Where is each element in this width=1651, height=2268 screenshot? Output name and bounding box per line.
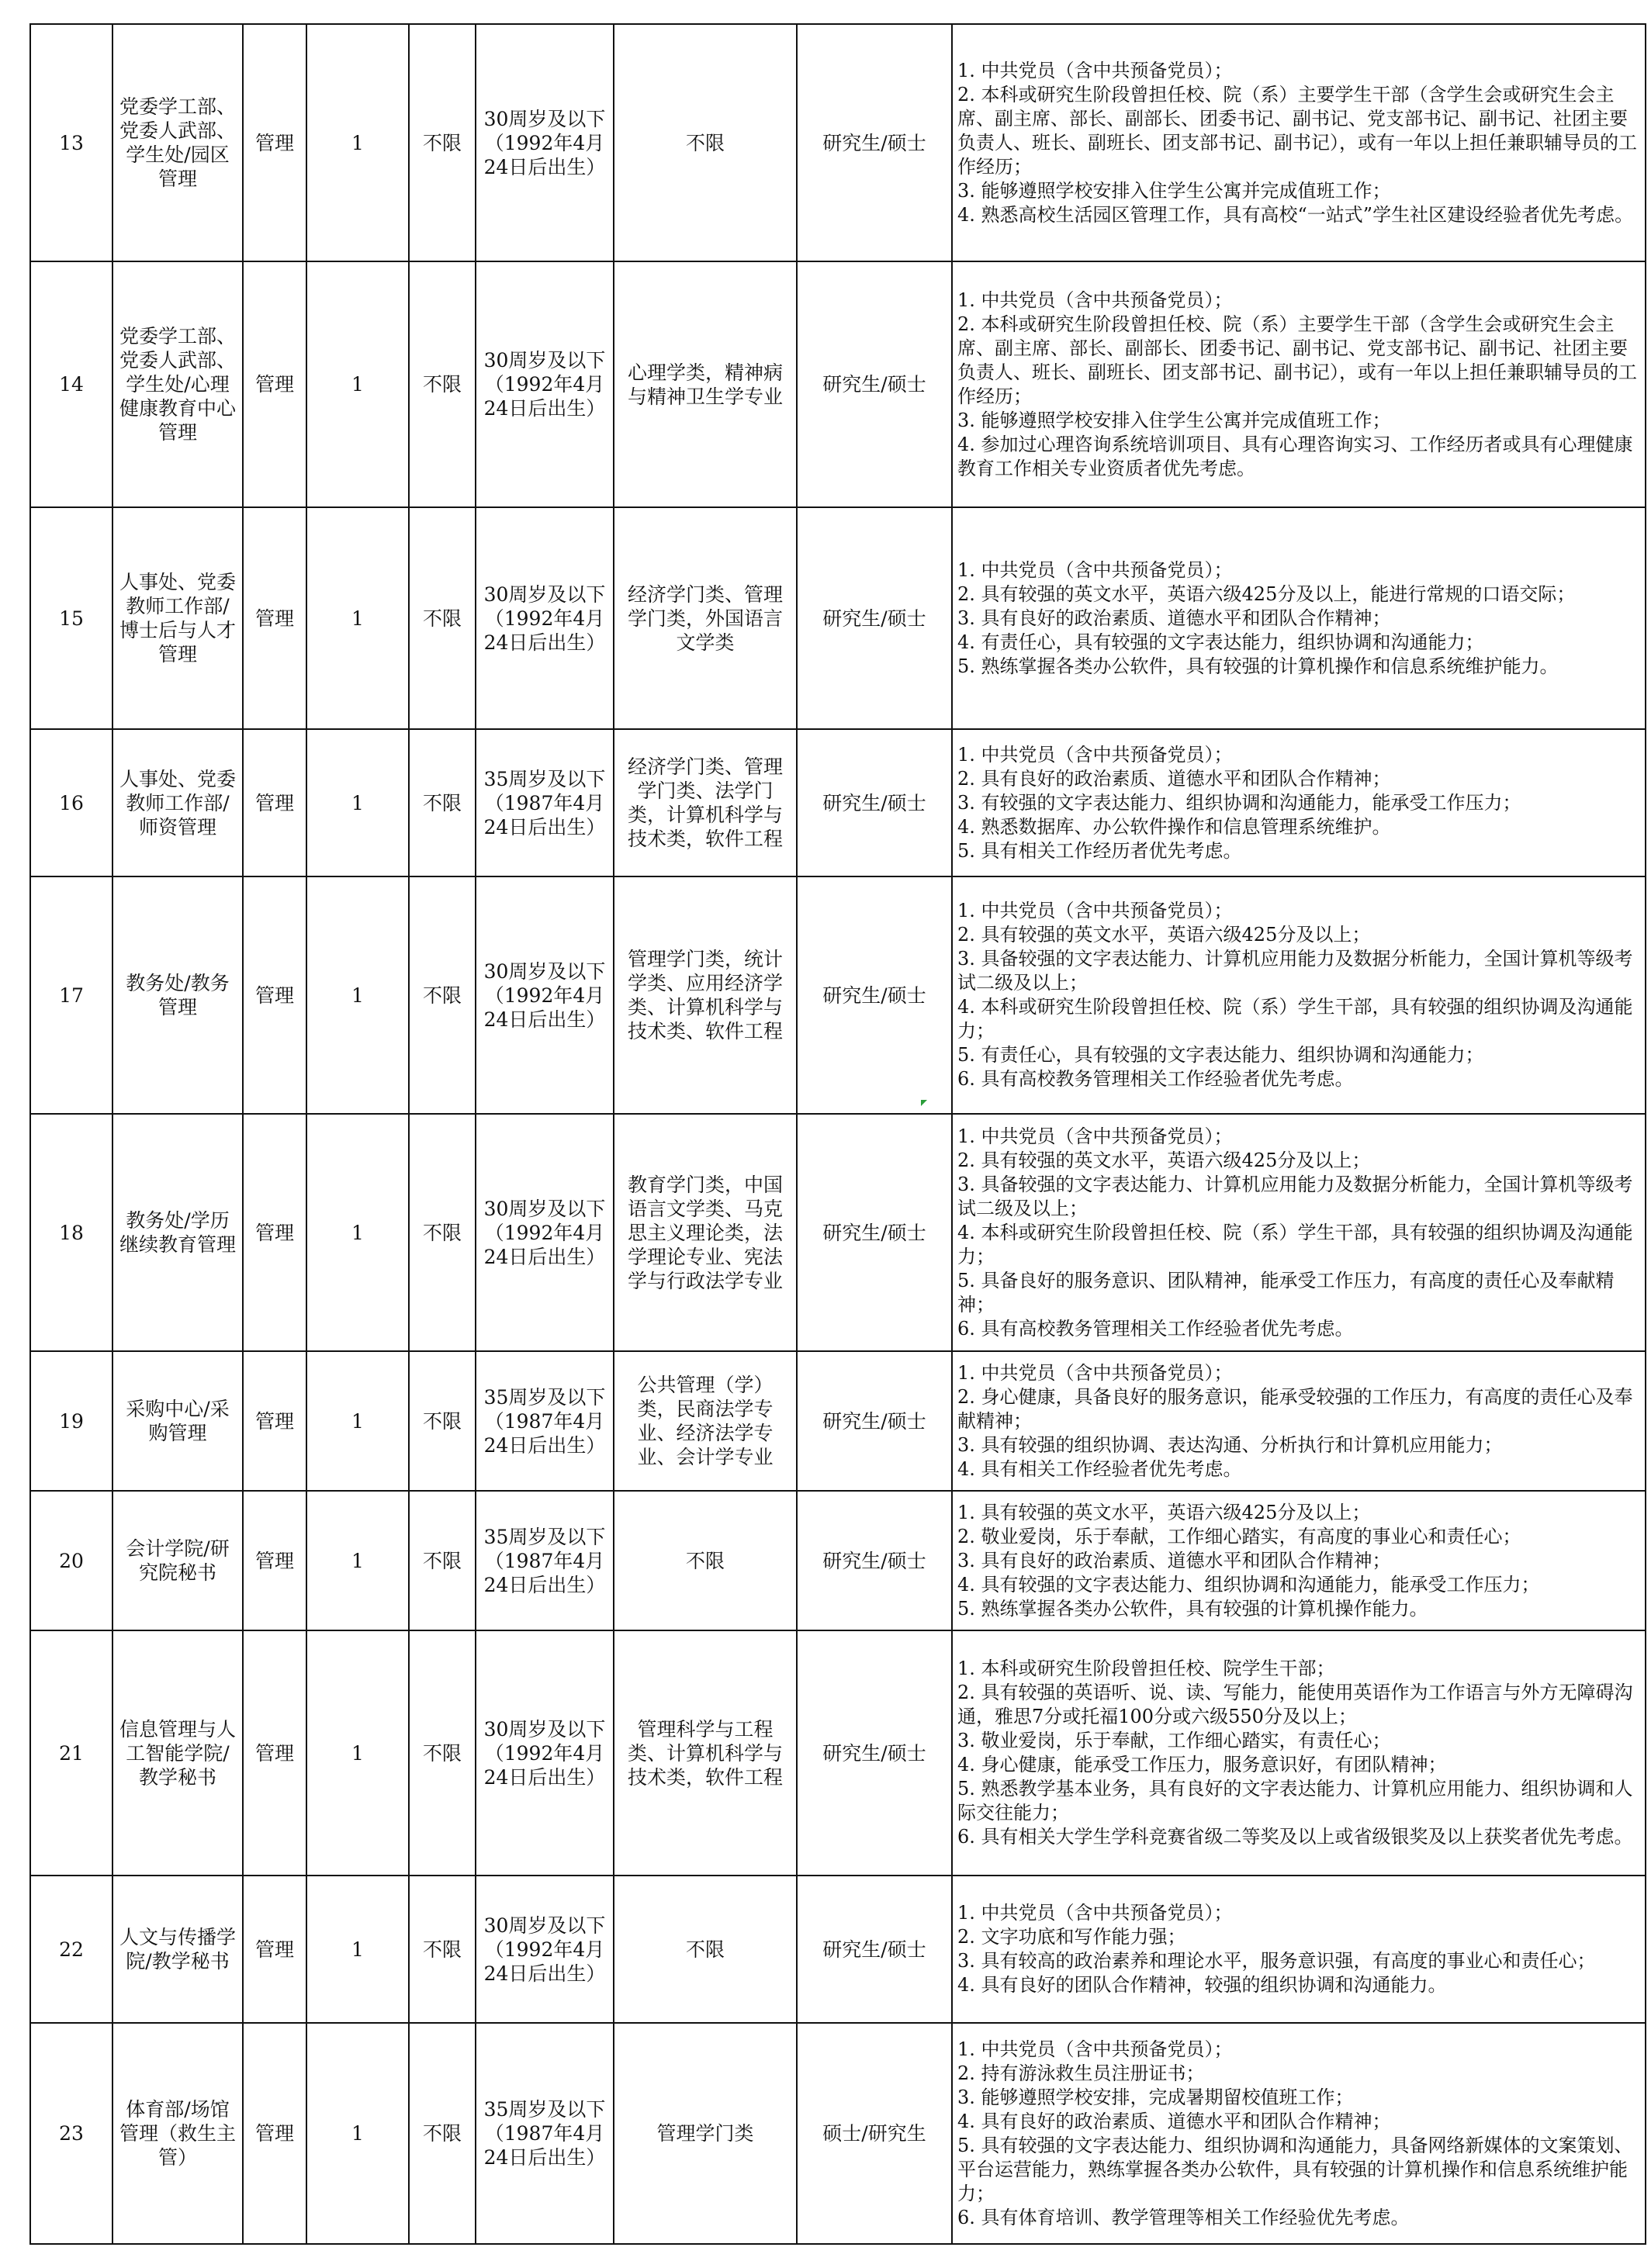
requirement-item: 1. 中共党员（含中共预备党员）； [957,2038,1233,2060]
requirement-item: 3. 能够遵照学校安排入住学生公寓并完成值班工作； [957,409,1391,431]
requirement-item: 5. 具有较强的文字表达能力、组织协调和沟通能力，具备网络新媒体的文案策划、平台运营能力，熟练掌握各类办公软件，具有较强的计算机操作和信息系统维护能力； [957,2134,1633,2204]
cell-no: 13 [30,24,112,261]
cell-degree: 研究生/硕士 [797,261,952,507]
requirement-item: 2. 具有较强的英文水平，英语六级425分及以上，能进行常规的口语交际； [957,583,1576,605]
cell-degree: 研究生/硕士 [797,876,952,1114]
requirement-item: 6. 具有高校教务管理相关工作经验者优先考虑。 [957,1317,1354,1340]
cell-degree: 研究生/硕士 [797,1114,952,1351]
requirement-item: 4. 熟悉数据库、办公软件操作和信息管理系统维护。 [957,815,1391,838]
requirement-item: 2. 具有较强的英语听、说、读、写能力，能使用英语作为工作语言与外方无障碍沟通，雅思7分或托福100分或六级550分及以上； [957,1682,1633,1727]
cell-no: 19 [30,1351,112,1491]
requirement-item: 3. 具有较高的政治素养和理论水平，服务意识强，有高度的事业心和责任心； [957,1950,1596,1972]
cell-degree: 研究生/硕士 [797,1491,952,1630]
cell-age: 30周岁及以下（1992年4月24日后出生） [476,1876,614,2023]
cell-requirements [952,1876,1646,2023]
cell-age: 30周岁及以下（1992年4月24日后出生） [476,1630,614,1876]
requirement-item: 1. 中共党员（含中共预备党员）； [957,59,1233,81]
cell-age: 30周岁及以下（1992年4月24日后出生） [476,876,614,1114]
cell-type: 管理 [243,507,306,729]
cell-age: 35周岁及以下（1987年4月24日后出生） [476,1491,614,1630]
requirement-item: 5. 具备良好的服务意识、团队精神，能承受工作压力，有高度的责任心及奉献精神； [957,1269,1615,1316]
requirement-item: 6. 具有相关大学生学科竞赛省级二等奖及以上或省级银奖及以上获奖者优先考虑。 [957,1826,1633,1848]
cell-requirements [952,876,1646,1114]
requirement-item: 2. 文字功底和写作能力强； [957,1926,1186,1948]
cell-age: 35周岁及以下（1987年4月24日后出生） [476,729,614,876]
cell-count: 1 [306,729,409,876]
requirement-item: 5. 熟练掌握各类办公软件，具有较强的计算机操作能力。 [957,1597,1428,1620]
requirement-item: 2. 身心健康，具备良好的服务意识，能承受较强的工作压力，有高度的责任心及奉献精神； [957,1385,1633,1432]
cell-degree: 研究生/硕士 [797,1351,952,1491]
cell-count: 1 [306,24,409,261]
cell-requirements [952,1351,1646,1491]
cell-requirements [952,507,1646,729]
requirement-item: 4. 身心健康，能承受工作压力，服务意识好，有团队精神； [957,1754,1447,1775]
cell-degree: 研究生/硕士 [797,24,952,261]
cell-major: 管理科学与工程类、计算机科学与技术类，软件工程 [614,1630,797,1876]
cell-age: 35周岁及以下（1987年4月24日后出生） [476,2023,614,2244]
cell-count: 1 [306,1876,409,2023]
cell-no: 14 [30,261,112,507]
cell-major: 经济学门类、管理学门类，外国语言文学类 [614,507,797,729]
cell-dept: 采购中心/采购管理 [112,1351,243,1491]
cell-type: 管理 [243,24,306,261]
cell-count: 1 [306,261,409,507]
table-row [30,1114,1646,1351]
cell-dept: 教务处/学历继续教育管理 [112,1114,243,1351]
cell-gender: 不限 [409,1114,476,1351]
cell-type: 管理 [243,2023,306,2244]
cell-type: 管理 [243,729,306,876]
cell-type: 管理 [243,1491,306,1630]
cell-gender: 不限 [409,876,476,1114]
requirement-item: 1. 具有较强的英文水平，英语六级425分及以上； [957,1501,1371,1523]
cell-requirements [952,1114,1646,1351]
job-table-body [30,24,1646,2244]
cell-gender: 不限 [409,1351,476,1491]
requirement-item: 4. 本科或研究生阶段曾担任校、院（系）学生干部，具有较强的组织协调及沟通能力； [957,996,1633,1042]
cell-major: 教育学门类，中国语言文学类、马克思主义理论类，法学理论专业、宪法学与行政法学专业 [614,1114,797,1351]
requirement-item: 2. 具有较强的英文水平，英语六级425分及以上； [957,1149,1371,1171]
cell-no: 21 [30,1630,112,1876]
cell-count: 1 [306,1114,409,1351]
requirement-item: 6. 具有体育培训、教学管理等相关工作经验优先考虑。 [957,2206,1410,2228]
requirement-item: 4. 具有相关工作经验者优先考虑。 [957,1457,1242,1480]
cell-gender: 不限 [409,2023,476,2244]
requirement-item: 3. 能够遵照学校安排，完成暑期留校值班工作； [957,2086,1354,2108]
requirement-item: 4. 参加过心理咨询系统培训项目、具有心理咨询实习、工作经历者或具有心理健康教育工作相关专业资质者优先考虑。 [957,433,1633,479]
cell-degree: 研究生/硕士 [797,729,952,876]
cell-dept: 信息管理与人工智能学院/教学秘书 [112,1630,243,1876]
requirement-item: 3. 具备较强的文字表达能力、计算机应用能力及数据分析能力，全国计算机等级考试二级及以上； [957,1173,1633,1219]
requirement-item: 1. 中共党员（含中共预备党员）； [957,1902,1233,1924]
cell-type: 管理 [243,1630,306,1876]
cell-count: 1 [306,1630,409,1876]
table-row [30,261,1646,507]
requirement-item: 1. 本科或研究生阶段曾担任校、院学生干部； [957,1658,1335,1679]
cell-dept: 人事处、党委教师工作部/博士后与人才管理 [112,507,243,729]
requirement-item: 1. 中共党员（含中共预备党员）； [957,1361,1233,1384]
table-row [30,507,1646,729]
requirement-item: 2. 敬业爱岗，乐于奉献，工作细心踏实，有高度的事业心和责任心； [957,1525,1521,1547]
cell-no: 17 [30,876,112,1114]
cell-major: 管理学门类 [614,2023,797,2244]
job-table [29,23,1646,2245]
cell-major: 不限 [614,24,797,261]
cell-age: 35周岁及以下（1987年4月24日后出生） [476,1351,614,1491]
cell-gender: 不限 [409,1491,476,1630]
requirement-item: 2. 本科或研究生阶段曾担任校、院（系）主要学生干部（含学生会或研究生会主席、副主席、部长、副部长、团委书记、副书记、党支部书记、副书记、社团主要负责人、班长、副班长、团支部书记、副书记），或有一年以上担任兼职辅导员的工作经历； [957,313,1637,407]
cell-dept: 人文与传播学院/教学秘书 [112,1876,243,2023]
table-row [30,1876,1646,2023]
cell-dept: 人事处、党委教师工作部/师资管理 [112,729,243,876]
table-row [30,24,1646,261]
requirement-item: 3. 具备较强的文字表达能力、计算机应用能力及数据分析能力，全国计算机等级考试二级及以上； [957,948,1633,994]
cell-degree: 研究生/硕士 [797,507,952,729]
cell-gender: 不限 [409,24,476,261]
cell-no: 18 [30,1114,112,1351]
cell-type: 管理 [243,1876,306,2023]
cell-age: 30周岁及以下（1992年4月24日后出生） [476,1114,614,1351]
cell-dept: 教务处/教务管理 [112,876,243,1114]
requirement-item: 3. 有较强的文字表达能力、组织协调和沟通能力，能承受工作压力； [957,791,1521,814]
cell-count: 1 [306,507,409,729]
cell-major: 管理学门类，统计学类、应用经济学类、计算机科学与技术类、软件工程 [614,876,797,1114]
cell-dept: 体育部/场馆管理（救生主管） [112,2023,243,2244]
requirement-item: 4. 有责任心，具有较强的文字表达能力，组织协调和沟通能力； [957,631,1484,653]
cell-gender: 不限 [409,261,476,507]
cell-gender: 不限 [409,507,476,729]
cell-requirements [952,1491,1646,1630]
comment-marker [921,1100,927,1106]
cell-major: 经济学门类、管理学门类、法学门类，计算机科学与技术类，软件工程 [614,729,797,876]
cell-requirements [952,2023,1646,2244]
requirement-item: 4. 本科或研究生阶段曾担任校、院（系）学生干部，具有较强的组织协调及沟通能力； [957,1221,1633,1267]
requirement-item: 2. 具有较强的英文水平，英语六级425分及以上； [957,924,1371,946]
cell-gender: 不限 [409,1630,476,1876]
requirement-item: 3. 能够遵照学校安排入住学生公寓并完成值班工作； [957,179,1391,202]
requirement-item: 3. 敬业爱岗，乐于奉献，工作细心踏实，有责任心； [957,1730,1391,1751]
requirement-item: 3. 具有良好的政治素质、道德水平和团队合作精神； [957,1549,1391,1571]
cell-count: 1 [306,876,409,1114]
table-row [30,1351,1646,1491]
table-row [30,876,1646,1114]
cell-gender: 不限 [409,729,476,876]
requirement-item: 5. 熟悉教学基本业务，具有良好的文字表达能力、计算机应用能力、组织协调和人际交往能力； [957,1778,1633,1824]
requirement-item: 3. 具有良好的政治素质、道德水平和团队合作精神； [957,607,1391,629]
cell-type: 管理 [243,261,306,507]
cell-gender: 不限 [409,1876,476,2023]
requirement-item: 4. 具有良好的政治素质、道德水平和团队合作精神； [957,2110,1391,2132]
cell-degree: 研究生/硕士 [797,1630,952,1876]
cell-degree: 研究生/硕士 [797,1876,952,2023]
cell-no: 16 [30,729,112,876]
table-row [30,729,1646,876]
requirement-item: 6. 具有高校教务管理相关工作经验者优先考虑。 [957,1068,1354,1090]
table-row [30,1491,1646,1630]
table-row [30,2023,1646,2244]
cell-requirements [952,24,1646,261]
cell-count: 1 [306,2023,409,2244]
cell-count: 1 [306,1351,409,1491]
cell-major: 公共管理（学）类，民商法学专业、经济法学专业、会计学专业 [614,1351,797,1491]
cell-dept: 会计学院/研究院秘书 [112,1491,243,1630]
requirement-item: 1. 中共党员（含中共预备党员）； [957,900,1233,921]
cell-no: 15 [30,507,112,729]
requirement-item: 4. 具有良好的团队合作精神，较强的组织协调和沟通能力。 [957,1974,1447,1996]
requirement-item: 5. 有责任心，具有较强的文字表达能力、组织协调和沟通能力； [957,1044,1484,1066]
requirement-item: 5. 熟练掌握各类办公软件，具有较强的计算机操作和信息系统维护能力。 [957,655,1559,677]
table-row [30,1630,1646,1876]
requirement-item: 5. 具有相关工作经历者优先考虑。 [957,839,1242,862]
cell-type: 管理 [243,876,306,1114]
cell-requirements [952,729,1646,876]
cell-requirements [952,1630,1646,1876]
cell-major: 心理学类，精神病与精神卫生学专业 [614,261,797,507]
cell-no: 22 [30,1876,112,2023]
cell-count: 1 [306,1491,409,1630]
cell-major: 不限 [614,1876,797,2023]
cell-type: 管理 [243,1351,306,1491]
requirement-item: 2. 具有良好的政治素质、道德水平和团队合作精神； [957,767,1391,790]
requirement-item: 4. 熟悉高校生活园区管理工作，具有高校“一站式”学生社区建设经验者优先考虑。 [957,203,1634,226]
cell-degree: 硕士/研究生 [797,2023,952,2244]
requirement-item: 1. 中共党员（含中共预备党员）； [957,1125,1233,1147]
cell-major: 不限 [614,1491,797,1630]
requirement-item: 1. 中共党员（含中共预备党员）； [957,558,1233,581]
requirement-item: 1. 中共党员（含中共预备党员）； [957,743,1233,766]
cell-no: 20 [30,1491,112,1630]
cell-dept: 党委学工部、党委人武部、学生处/心理健康教育中心管理 [112,261,243,507]
cell-age: 30周岁及以下（1992年4月24日后出生） [476,261,614,507]
requirement-item: 4. 具有较强的文字表达能力、组织协调和沟通能力，能承受工作压力； [957,1573,1540,1596]
cell-no: 23 [30,2023,112,2244]
cell-dept: 党委学工部、党委人武部、学生处/园区管理 [112,24,243,261]
cell-requirements [952,261,1646,507]
requirement-item: 1. 中共党员（含中共预备党员）； [957,289,1233,311]
cell-age: 30周岁及以下（1992年4月24日后出生） [476,507,614,729]
requirement-item: 2. 本科或研究生阶段曾担任校、院（系）主要学生干部（含学生会或研究生会主席、副主席、部长、副部长、团委书记、副书记、党支部书记、副书记、社团主要负责人、班长、副班长、团支部书记、副书记），或有一年以上担任兼职辅导员的工作经历； [957,83,1637,178]
cell-type: 管理 [243,1114,306,1351]
requirement-item: 2. 持有游泳救生员注册证书； [957,2062,1205,2084]
requirement-item: 3. 具有较强的组织协调、表达沟通、分析执行和计算机应用能力； [957,1433,1503,1456]
cell-age: 30周岁及以下（1992年4月24日后出生） [476,24,614,261]
